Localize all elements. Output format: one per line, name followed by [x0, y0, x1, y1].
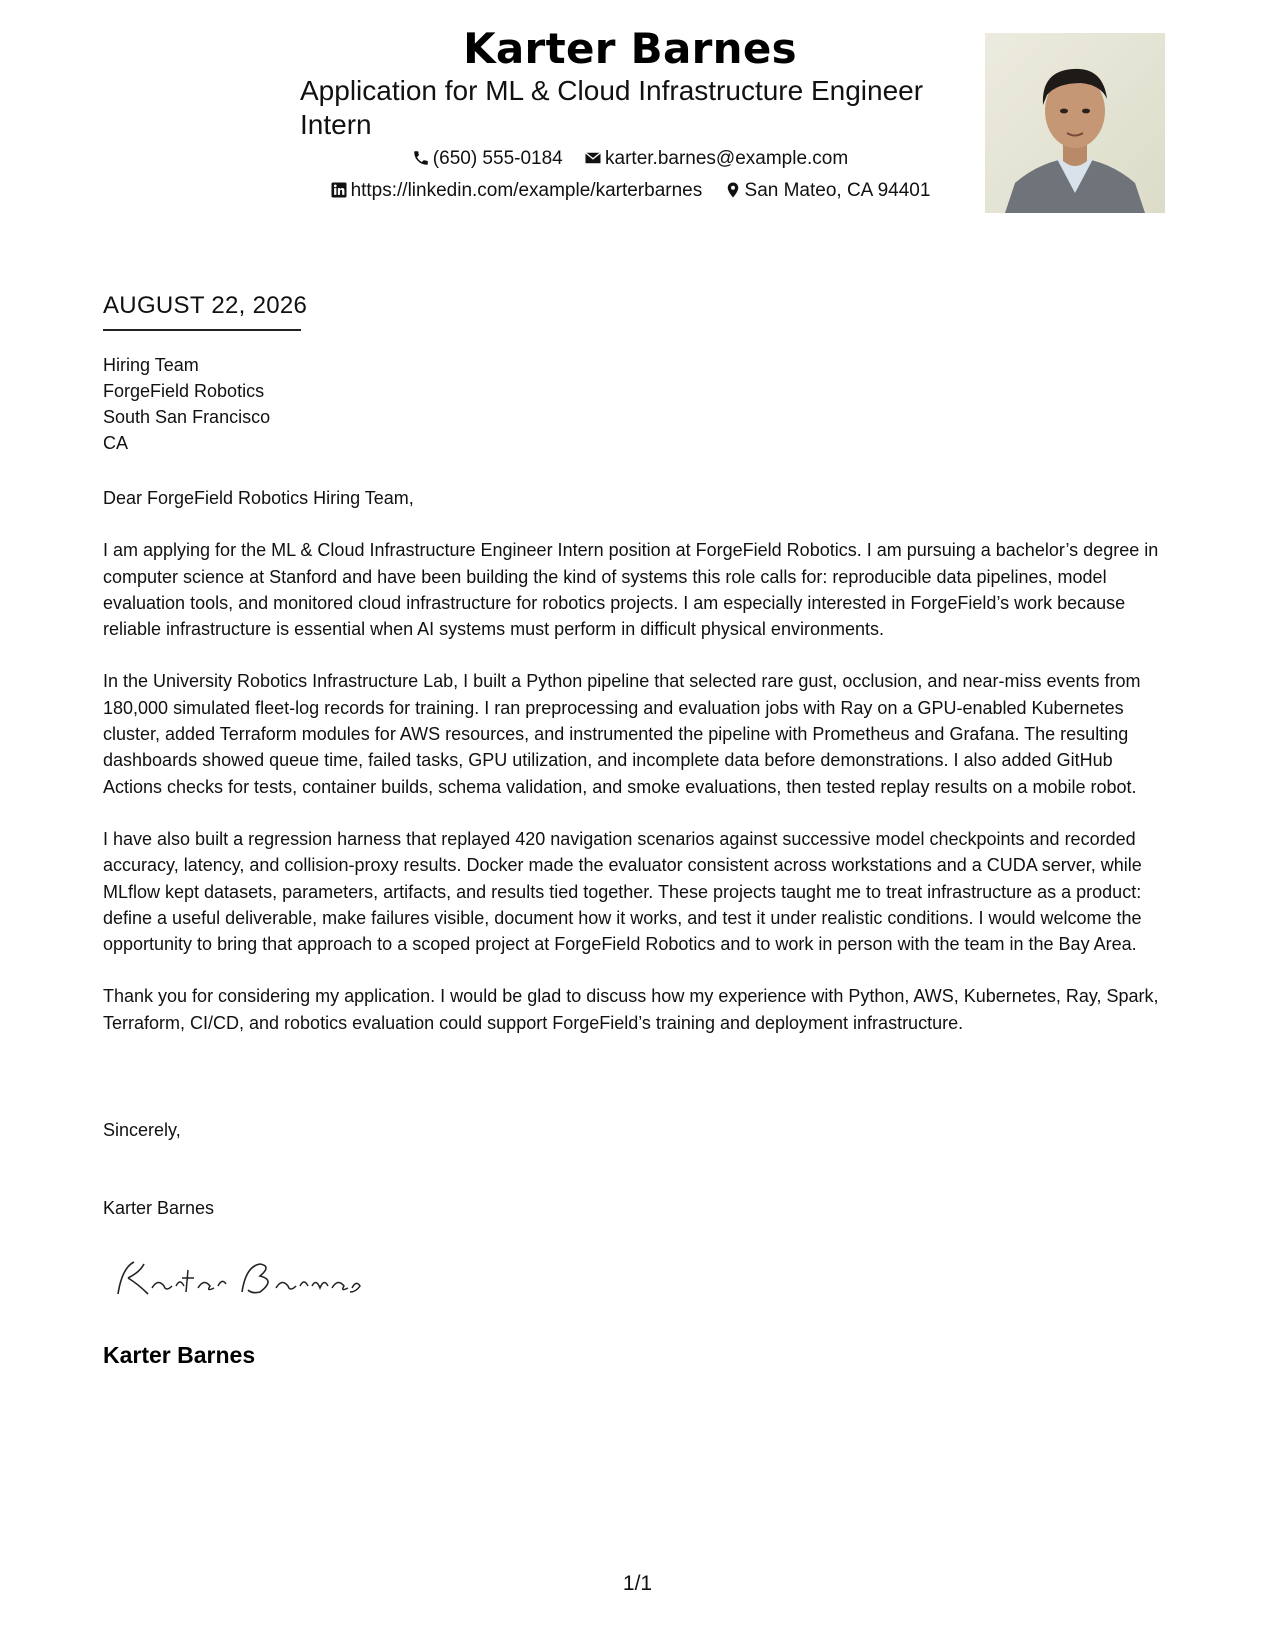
body-paragraph: I am applying for the ML & Cloud Infrastructure Engineer Intern position at ForgeField Robotics. I am pursuing a bachelor’s degree in computer science at Stanford and have been building the kind of systems this role calls for: reproducible data pipelines, model evaluation tools, and monitored cloud infrastructure for robotics projects. I am especially interested in ForgeField’s work because reliable infrastructure is essential when AI systems must perform in difficult physical environments. — [103, 540, 1159, 640]
closing: Sincerely, — [103, 1120, 181, 1140]
body-paragraph: I have also built a regression harness that replayed 420 navigation scenarios against successive model checkpoints and recorded accuracy, latency, and collision-proxy results. Docker made the evaluator consistent across workstations and a CUDA server, while MLflow kept datasets, parameters, artifacts, and results tied together. These projects taught me to treat infrastructure as a product: define a useful deliverable, make failures visible, document how it works, and test it under realistic conditions. I would welcome the opportunity to bring that approach to a scoped project at ForgeField Robotics and to work in person with the team in the Bay Area. — [103, 828, 1142, 955]
envelope-icon — [584, 149, 602, 167]
page-number: 1/1 — [622, 1572, 653, 1595]
contact-phone — [412, 148, 563, 170]
letter-body — [103, 485, 1173, 1062]
date-underline — [103, 329, 301, 331]
linkedin-text: https://linkedin.com/example/karterbarnes — [350, 180, 703, 201]
email-text: karter.barnes@example.com — [605, 148, 849, 169]
letter-header — [0, 0, 1275, 230]
phone-icon — [412, 149, 430, 167]
contact-row-secondary — [260, 180, 1000, 202]
handwritten-signature — [110, 1248, 370, 1308]
contact-linkedin[interactable] — [330, 180, 703, 202]
contact-email[interactable] — [584, 148, 848, 170]
application-subtitle: Application for ML & Cloud Infrastructure Engineer Intern — [300, 75, 924, 140]
linkedin-icon — [330, 181, 348, 199]
salutation: Dear ForgeField Robotics Hiring Team, — [103, 488, 414, 508]
location-text: San Mateo, CA 94401 — [744, 180, 931, 201]
profile-photo — [985, 33, 1165, 213]
recipient-line: ForgeField Robotics — [103, 381, 265, 401]
footer-name: Karter Barnes — [103, 1342, 256, 1368]
recipient-line: CA — [103, 433, 129, 453]
recipient-line: South San Francisco — [103, 407, 271, 427]
signed-name: Karter Barnes — [103, 1198, 215, 1218]
applicant-name: Karter Barnes — [463, 24, 797, 73]
map-pin-icon — [724, 181, 742, 199]
letter-date: AUGUST 22, 2026 — [103, 292, 308, 319]
contact-row-primary — [260, 148, 1000, 170]
contact-location — [724, 180, 931, 202]
body-paragraph: Thank you for considering my application. I would be glad to discuss how my experience with Python, AWS, Kubernetes, Ray, Spark, Terraform, CI/CD, and robotics evaluation could support ForgeField’s training and deployment infrastructure. — [103, 986, 1159, 1033]
recipient-address — [103, 352, 270, 456]
phone-text: (650) 555-0184 — [432, 148, 563, 169]
body-paragraph: In the University Robotics Infrastructure Lab, I built a Python pipeline that selected rare gust, occlusion, and near-miss events from 180,000 simulated fleet-log records for training. I ran preprocessing and evaluation jobs with Ray on a GPU-enabled Kubernetes cluster, added Terraform modules for AWS resources, and instrumented the pipeline with Prometheus and Grafana. The resulting dashboards showed queue time, failed tasks, GPU utilization, and incomplete data before demonstrations. I also added GitHub Actions checks for tests, container builds, schema validation, and smoke evaluations, then tested replay results on a mobile robot. — [103, 671, 1141, 797]
recipient-line: Hiring Team — [103, 355, 199, 375]
